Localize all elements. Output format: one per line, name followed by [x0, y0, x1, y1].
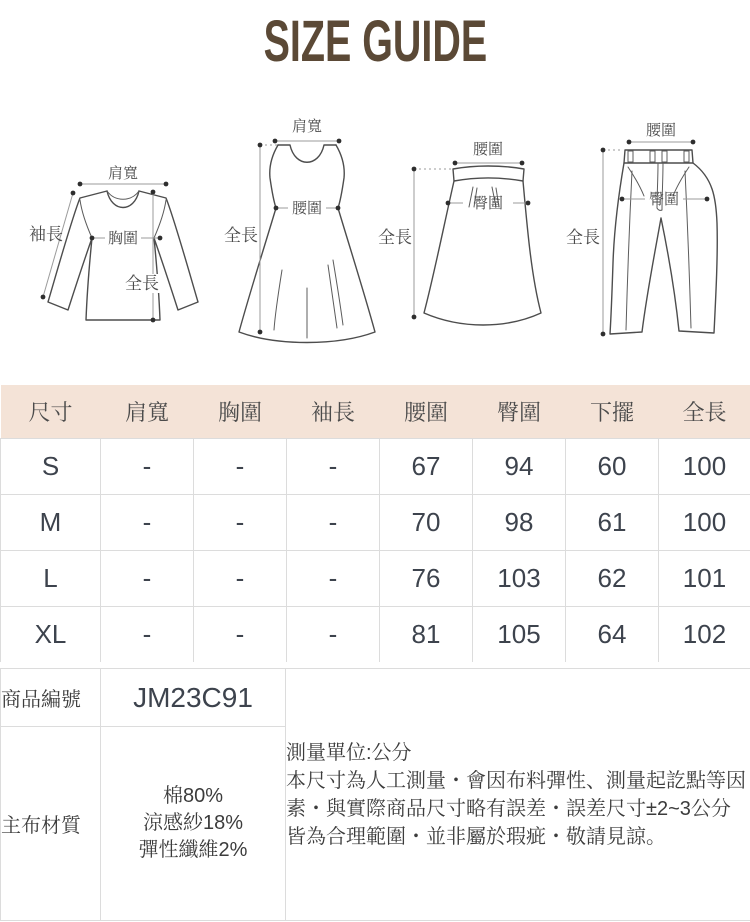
column-header-hem: 下擺: [566, 385, 659, 439]
product-info-table: [0, 668, 750, 921]
measurement-diagrams: [0, 110, 750, 345]
product-code-label: 商品編號: [1, 669, 101, 727]
column-header-sleeve: 袖長: [287, 385, 380, 439]
value-cell: 100: [659, 439, 750, 495]
value-cell: 94: [473, 439, 566, 495]
material-line: 棉80%: [162, 785, 224, 807]
measurement-note-cell: [286, 669, 750, 921]
value-cell: -: [194, 607, 287, 663]
value-cell: 64: [566, 607, 659, 663]
skirt-outline: [424, 166, 541, 325]
dim-label-hip: 臀圍: [472, 195, 504, 212]
value-cell: -: [101, 439, 194, 495]
product-code-value: JM23C91: [101, 669, 286, 727]
material-value: [101, 727, 286, 921]
size-row-s: [1, 439, 750, 495]
size-cell: L: [1, 551, 101, 607]
size-row-m: [1, 495, 750, 551]
value-cell: -: [287, 607, 380, 663]
value-cell: 76: [380, 551, 473, 607]
material-line: 彈性纖維2%: [138, 839, 248, 861]
top-garment-outline: [48, 191, 198, 320]
value-cell: -: [287, 439, 380, 495]
page-header: [0, 9, 750, 74]
measurement-note-body: 本尺寸為人工測量・會因布料彈性、測量起訖點等因素・與實際商品尺寸略有誤差・誤差尺寸±2~3公分皆為合理範圍・並非屬於瑕疵・敬請見諒。: [286, 769, 746, 848]
value-cell: 101: [659, 551, 750, 607]
size-cell: XL: [1, 607, 101, 663]
column-header-hip: 臀圍: [473, 385, 566, 439]
top-garment-diagram: [28, 110, 218, 345]
pants-dimension-lines: [601, 140, 710, 337]
dim-label-length: 全長: [125, 274, 159, 293]
product-code-row: [1, 669, 750, 727]
dress-outline: [239, 145, 375, 343]
value-cell: -: [101, 551, 194, 607]
dim-label-length: 全長: [566, 228, 600, 247]
dress-diagram: [222, 110, 392, 345]
pants-diagram: [565, 110, 745, 345]
column-header-size: 尺寸: [1, 385, 101, 439]
value-cell: -: [287, 495, 380, 551]
dim-label-waist: 腰圍: [291, 200, 323, 217]
dim-label-waist: 腰圍: [645, 122, 677, 139]
dim-label-waist: 腰圍: [472, 141, 504, 158]
value-cell: 62: [566, 551, 659, 607]
value-cell: 61: [566, 495, 659, 551]
dim-label-shoulder: 肩寬: [107, 165, 139, 182]
dim-label-length: 全長: [224, 226, 258, 245]
value-cell: -: [194, 495, 287, 551]
size-table: [0, 385, 750, 662]
dim-label-hip: 臀圍: [648, 191, 680, 208]
page-title: SIZE GUIDE: [263, 9, 487, 74]
value-cell: -: [101, 607, 194, 663]
size-cell: M: [1, 495, 101, 551]
skirt-diagram: [378, 110, 565, 345]
measurement-unit-line: 測量單位:公分: [286, 741, 412, 764]
value-cell: 100: [659, 495, 750, 551]
material-label: 主布材質: [1, 727, 101, 921]
value-cell: -: [194, 439, 287, 495]
size-cell: S: [1, 439, 101, 495]
size-row-xl: [1, 607, 750, 663]
size-row-l: [1, 551, 750, 607]
column-header-shoulder: 肩寬: [101, 385, 194, 439]
value-cell: -: [194, 551, 287, 607]
value-cell: 81: [380, 607, 473, 663]
value-cell: 70: [380, 495, 473, 551]
value-cell: 102: [659, 607, 750, 663]
value-cell: 60: [566, 439, 659, 495]
skirt-dimension-lines: [412, 161, 531, 320]
column-header-chest: 胸圍: [194, 385, 287, 439]
dim-label-shoulder: 肩寬: [291, 118, 323, 135]
pants-outline: [610, 150, 717, 334]
dim-label-length: 全長: [378, 228, 412, 247]
dim-label-sleeve: 袖長: [29, 225, 63, 244]
material-line: 涼感紗18%: [142, 812, 244, 834]
dim-label-chest: 胸圍: [107, 230, 139, 247]
size-table-header-row: [1, 385, 750, 439]
value-cell: 103: [473, 551, 566, 607]
value-cell: 105: [473, 607, 566, 663]
column-header-length: 全長: [659, 385, 750, 439]
value-cell: -: [287, 551, 380, 607]
value-cell: -: [101, 495, 194, 551]
value-cell: 67: [380, 439, 473, 495]
top-dimension-lines: [41, 182, 169, 323]
value-cell: 98: [473, 495, 566, 551]
column-header-waist: 腰圍: [380, 385, 473, 439]
